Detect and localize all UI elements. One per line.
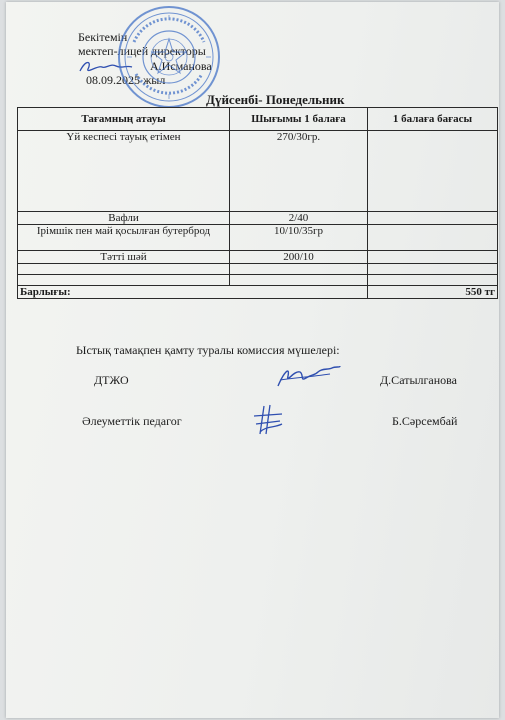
table-row (18, 212, 498, 225)
member-signature (250, 402, 286, 438)
dish-price (368, 131, 498, 212)
member-role: Әлеуметтік педагог (82, 414, 182, 428)
column-header-dish: Тағамның атауы (18, 108, 230, 131)
approval-line-date: 08.09.2025 жыл (86, 73, 166, 87)
column-header-price: 1 балаға бағасы (368, 108, 498, 131)
total-value: 550 тг (368, 286, 498, 299)
page-title: Дүйсенбі- Понедельник (206, 92, 345, 107)
total-row (18, 286, 498, 299)
empty-cell (230, 264, 368, 275)
empty-cell (18, 275, 230, 286)
table-row-empty (18, 264, 498, 275)
table-row (18, 251, 498, 264)
empty-cell (18, 264, 230, 275)
approval-line-approve: Бекітемін (78, 30, 128, 44)
member-name: Д.Сатылганова (380, 373, 458, 387)
dish-name: Үй кеспесі тауық етімен (18, 131, 230, 212)
dish-portion: 2/40 (230, 212, 368, 225)
total-label: Барлығы: (18, 286, 368, 299)
member-signature (270, 362, 342, 392)
column-header-portion: Шығымы 1 балаға (230, 108, 368, 131)
table-row (18, 131, 498, 212)
dish-portion: 10/10/35гр (230, 225, 368, 251)
commission-heading: Ыстық тамақпен қамту туралы комиссия мүшелері: (76, 343, 340, 357)
dish-name: Вафли (18, 212, 230, 225)
empty-cell (368, 264, 498, 275)
menu-table (17, 107, 498, 299)
table-row-empty (18, 275, 498, 286)
empty-cell (368, 275, 498, 286)
dish-portion: 200/10 (230, 251, 368, 264)
dish-price (368, 251, 498, 264)
table-header-row (18, 108, 498, 131)
member-role: ДТЖО (94, 373, 129, 387)
table-row (18, 225, 498, 251)
dish-name: Тәтті шәй (18, 251, 230, 264)
member-name: Б.Сәрсембай (392, 414, 458, 428)
dish-name: Ірімшік пен май қосылған бутерброд (18, 225, 230, 251)
dish-portion: 270/30гр. (230, 131, 368, 212)
dish-price (368, 225, 498, 251)
empty-cell (230, 275, 368, 286)
approval-line-position: мектеп-лицей директоры (78, 44, 206, 58)
dish-price (368, 212, 498, 225)
document-sheet (6, 2, 499, 718)
approval-line-director-name: А.Исманова (150, 59, 212, 73)
